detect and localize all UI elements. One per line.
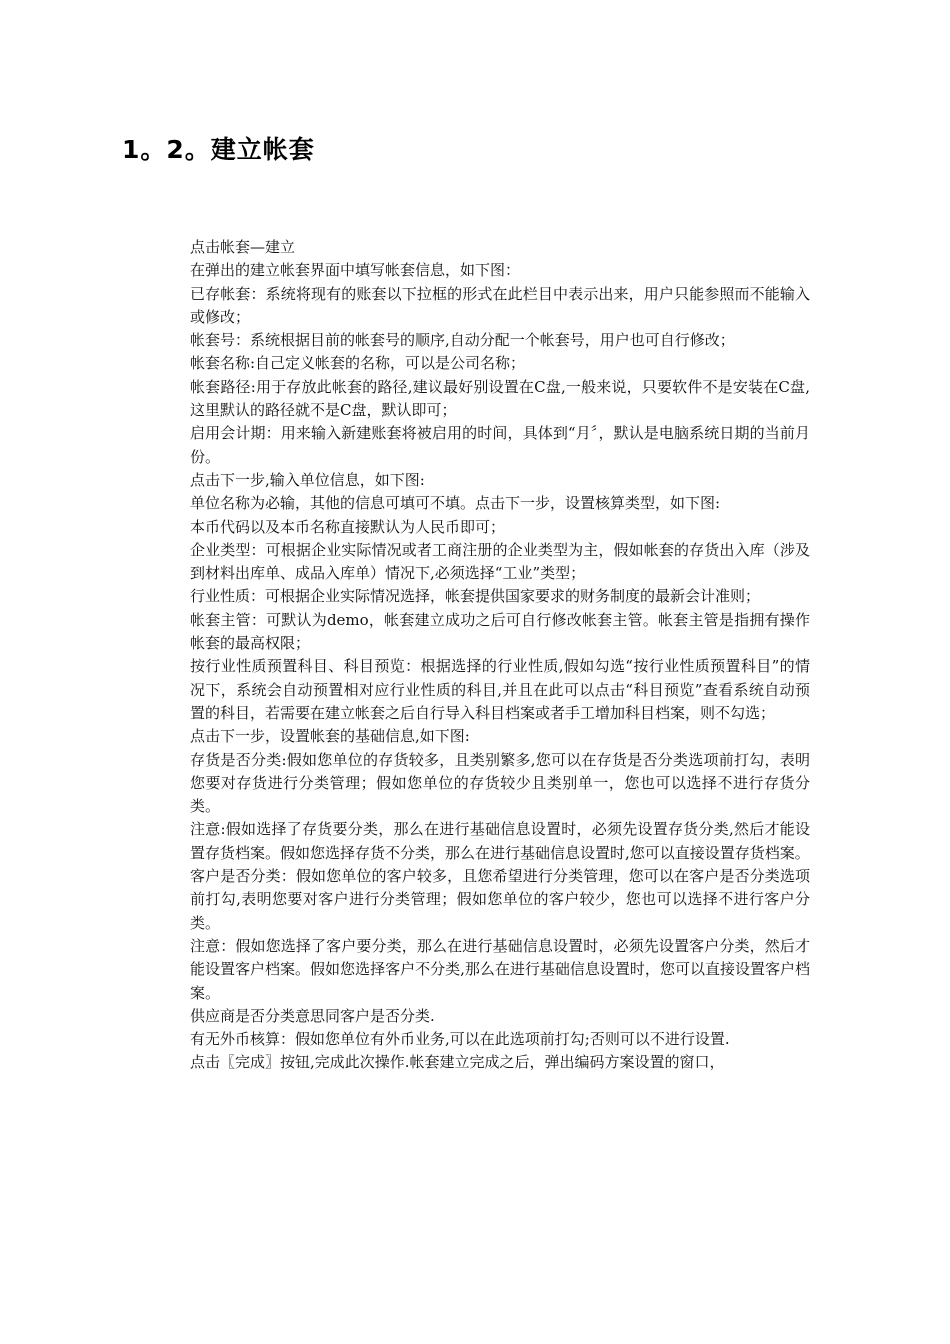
paragraph: 行业性质：可根据企业实际情况选择，帐套提供国家要求的财务制度的最新会计准则； [190,587,761,606]
paragraph: 启用会计期：用来输入新建账套将被启用的时间，具体到“月〞，默认是电脑系统日期的当前月份。 [190,424,810,466]
paragraph: 点击〖完成〗按钮,完成此次操作.帐套建立完成之后，弹出编码方案设置的窗口， [190,1053,725,1072]
paragraph: 点击帐套—建立 [190,238,296,256]
paragraph: 单位名称为必输，其他的信息可填可不填。点击下一步，设置核算类型，如下图: [190,494,721,513]
paragraph: 在弹出的建立帐套界面中填写帐套信息，如下图： [190,261,521,280]
section-heading: 1。2。建立帐套 [122,135,315,164]
paragraph: 注意：假如您选择了客户要分类，那么在进行基础信息设置时，必须先设置客户分类，然后才能设置客户档案。假如您选择客户不分类,那么在进行基础信息设置时，您可以直接设置客户档案。 [190,936,810,1002]
paragraph: 帐套号：系统根据目前的帐套号的顺序,自动分配一个帐套号，用户也可自行修改； [190,331,735,350]
paragraph: 帐套路径:用于存放此帐套的路径,建议最好别设置在C盘,一般来说，只要软件不是安装在C盘,这里默认的路径就不是C盘，默认即可； [190,377,810,420]
paragraph: 注意:假如选择了存货要分类，那么在进行基础信息设置时，必须先设置存货分类,然后才能设置存货档案。假如您选择存货不分类，那么在进行基础信息设置时,您可以直接设置存货档案。 [190,820,810,862]
paragraph: 帐套主管：可默认为demo，帐套建立成功之后可自行修改帐套主管。帐套主管是指拥有操作帐套的最高权限； [190,610,810,653]
paragraph: 供应商是否分类意思同客户是否分类. [190,1006,435,1025]
paragraph: 有无外币核算：假如您单位有外币业务,可以在此选项前打勾;否则可以不进行设置. [190,1030,730,1049]
paragraph: 存货是否分类:假如您单位的存货较多，且类别繁多,您可以在存货是否分类选项前打勾，表明您要对存货进行分类管理；假如您单位的存货较少且类别单一，您也可以选择不进行存货分类。 [190,750,810,816]
paragraph: 本币代码以及本币名称直接默认为人民币即可； [190,517,506,536]
paragraph: 按行业性质预置科目、科目预览：根据选择的行业性质,假如勾选“按行业性质预置科目”的情况下，系统会自动预置相对应行业性质的科目,并且在此可以点击“科目预览”查看系统自动预置的科目，若需要在建立帐套之后自行导入科目档案或者手工增加科目档案，则不勾选； [190,657,810,722]
document-body [190,236,810,1075]
paragraph: 帐套名称:自己定义帐套的名称，可以是公司名称； [190,354,526,373]
paragraph: 客户是否分类：假如您单位的客户较多，且您希望进行分类管理，您可以在客户是否分类选项前打勾,表明您要对客户进行分类管理；假如您单位的客户较少，您也可以选择不进行客户分类。 [190,867,810,932]
paragraph: 企业类型：可根据企业实际情况或者工商注册的企业类型为主，假如帐套的存货出入库（涉及到材料出库单、成品入库单）情况下,必须选择“工业”类型； [190,540,810,583]
paragraph: 已存帐套：系统将现有的账套以下拉框的形式在此栏目中表示出来，用户只能参照而不能输入或修改； [190,284,810,326]
paragraph: 点击下一步,输入单位信息，如下图: [190,470,425,489]
paragraph: 点击下一步，设置帐套的基础信息,如下图: [190,727,470,746]
